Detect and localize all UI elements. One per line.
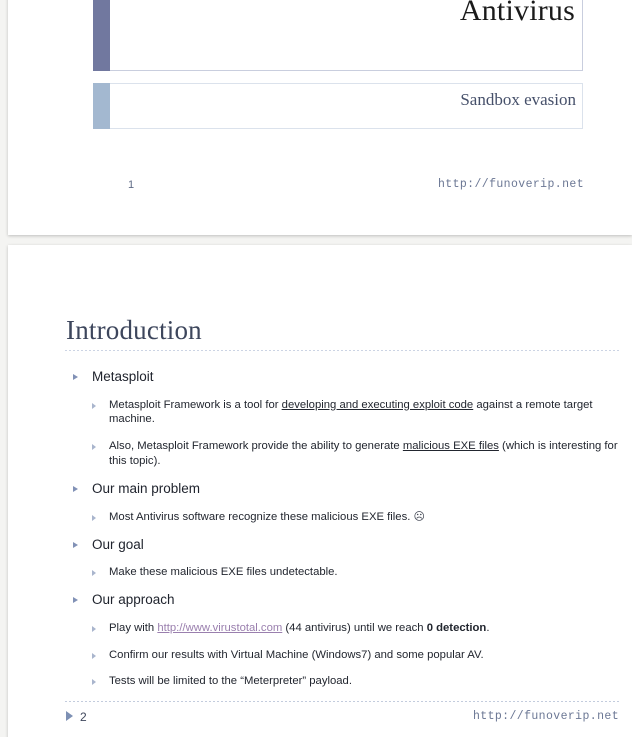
text-run: (which is interesting for this topic). [109,440,618,468]
bullet-text [109,674,619,689]
bullet-text [109,565,619,580]
bullet-text [109,510,619,525]
bullet-triangle-icon [73,542,78,548]
emphasis-underline-text: malicious EXE files [402,440,499,453]
bullet-item-level-1 [65,368,619,386]
bullet-triangle-icon [92,444,96,450]
bullet-text: Our goal [92,536,144,552]
text-run: Confirm our results with Virtual Machine (Windows7) and some popular AV. [109,648,484,661]
footer-divider [65,701,619,702]
bullet-text: Our approach [92,592,175,608]
bullet-triangle-icon [92,679,96,685]
slide-title: Antivirus [459,0,575,27]
bullet-triangle-icon [73,486,78,492]
title-accent-bar [93,0,110,71]
page-number: 2 [80,710,87,724]
bullet-list [65,357,619,689]
bullet-text [109,648,619,663]
bullet-text [109,621,619,636]
bullet-item-level-2 [65,674,619,689]
slide-1-footer [8,176,632,198]
text-run: (44 antivirus) until we reach [282,621,427,634]
bullet-item-level-1 [65,480,619,498]
page-number: 1 [128,179,135,191]
bullet-item-level-2 [65,398,619,428]
footer-url[interactable]: http://funoverip.net [472,710,619,723]
bullet-triangle-icon [73,374,78,380]
footer-url[interactable]: http://funoverip.net [437,178,584,191]
bullet-item-level-2 [65,621,619,636]
bullet-item-level-2 [65,648,619,663]
bullet-triangle-icon [92,570,96,576]
slide-subtitle: Sandbox evasion [460,90,576,109]
bullet-triangle-icon [92,653,96,659]
slide-title-block [93,0,583,71]
heading-divider [65,350,619,351]
bullet-item-level-2 [65,510,619,525]
text-run: Metasploit Framework is a tool for [109,398,282,411]
text-run: Tests will be limited to the “Meterpreter” payload. [109,675,352,688]
emphasis-underline-text: developing and executing exploit code [281,398,474,411]
text-run: Make these malicious EXE files undetectable. [109,566,338,579]
page-title: Introduction [66,315,202,345]
title-box [110,0,583,71]
bullet-text [109,439,619,469]
emphasis-bold-text: 0 detection [426,621,487,634]
bullet-text: Metasploit [92,369,154,384]
subtitle-accent-bar [93,83,110,129]
slide-page-1[interactable] [8,0,632,235]
text-run: Play with [109,621,158,634]
slide-2-footer [8,701,632,723]
frowning-face-icon: ☹ [413,510,425,523]
bullet-text: Our main problem [92,481,201,497]
bullet-item-level-2 [65,565,619,580]
text-run: Most Antivirus software recognize these malicious EXE files. [109,510,414,523]
bullet-triangle-icon [92,515,96,521]
subtitle-box [110,83,583,129]
bullet-item-level-1 [65,536,619,554]
bullet-triangle-icon [73,597,78,603]
inline-link[interactable]: http://www.virustotal.com [157,621,283,634]
footer-triangle-icon [66,711,73,721]
bullet-item-level-1 [65,591,619,609]
bullet-text [109,398,619,428]
text-run: Also, Metasploit Framework provide the ability to generate [109,440,403,453]
bullet-triangle-icon [92,403,96,409]
bullet-item-level-2 [65,439,619,469]
slide-page-2[interactable] [8,245,632,737]
text-run: against a remote target machine. [109,398,593,426]
bullet-triangle-icon [92,626,96,632]
slide-subtitle-block [93,83,583,129]
text-run: . [486,621,490,634]
